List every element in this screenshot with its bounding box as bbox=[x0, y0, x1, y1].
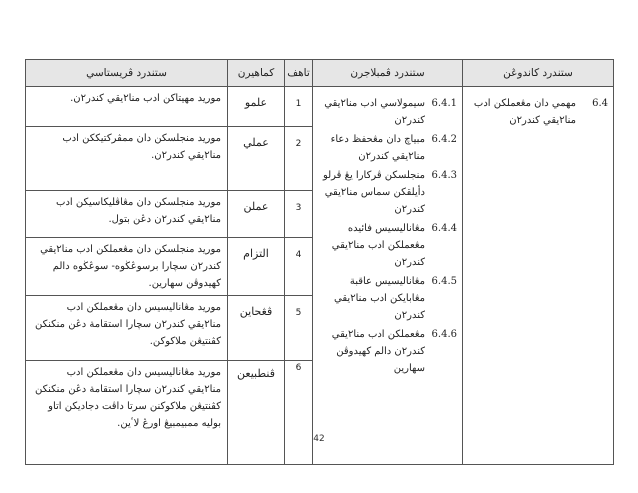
header-standard-kandungan: ستندرد كاندوڠن bbox=[463, 60, 614, 87]
deskriptor-cell: موريد مڠاناليسيس دان مڠعملكن ادب منا٢يقي كندر٢ن سچارا استقامة دڠن منكنكن كڤنتيڠن ملاكوكن. bbox=[26, 296, 228, 361]
header-kemahiran: كماهيرن bbox=[228, 60, 285, 87]
list-item bbox=[318, 131, 457, 165]
tahap-cell: 6 bbox=[285, 361, 313, 465]
standards-table bbox=[25, 59, 614, 465]
pembelajaran-text: مڠعملكن ادب منا٢يقي كندر٢ن دالم كهيدوڤن سهارين bbox=[331, 329, 425, 374]
list-item bbox=[318, 273, 457, 324]
pembelajaran-cell bbox=[313, 87, 463, 465]
kemahiran-cell: التزام bbox=[228, 238, 285, 296]
deskriptor-cell: موريد منجلسكن دان مڠاڤليكاسيكن ادب منا٢يقي كندر٢ن دڠن بتول. bbox=[26, 191, 228, 238]
header-standard-prestasi: ستندرد ڤريستاسي bbox=[26, 60, 228, 87]
pembelajaran-number: 6.4.4 bbox=[431, 223, 457, 234]
deskriptor-cell: موريد مهيتاكن ادب منا٢يقي كندر٢ن. bbox=[26, 87, 228, 127]
header-standard-pembelajaran: ستندرد ڤمبلاجرن bbox=[313, 60, 463, 87]
deskriptor-cell: موريد مڠاناليسيس دان مڠعملكن ادب منا٢يقي كندر٢ن سچارا استقامة دڠن منكنكن كڤنتيڠن ملاكوكنن سرتا داڤت دجاديكن اتاو بوليه ممبيمبيڠ اورڠ لاٴين. bbox=[26, 361, 228, 465]
deskriptor-cell: موريد منجلسكن دان مڠعملكن ادب منا٢يقي كندر٢ن سچارا برسوڠڬوه- سوڠڬوه دالم كهيدوڤن سهارين. bbox=[26, 238, 228, 296]
table-row bbox=[26, 87, 614, 127]
kandungan-number: 6.4 bbox=[592, 98, 608, 109]
header-tahap: تاهف bbox=[285, 60, 313, 87]
list-item bbox=[318, 220, 457, 271]
tahap-cell: 3 bbox=[285, 191, 313, 238]
pembelajaran-number: 6.4.6 bbox=[431, 329, 457, 340]
pembelajaran-text: مڠاناليسيس فائيده مڠعملكن ادب منا٢يقي كندر٢ن bbox=[331, 223, 425, 268]
list-item bbox=[318, 167, 457, 218]
kandungan-cell bbox=[463, 87, 614, 465]
pembelajaran-text: سيمولاسي ادب منا٢يقي كندر٢ن bbox=[324, 98, 425, 126]
kemahiran-cell: ڤڠحاين bbox=[228, 296, 285, 361]
kemahiran-cell: ڤنطبيعن bbox=[228, 361, 285, 465]
pembelajaran-number: 6.4.1 bbox=[431, 98, 457, 109]
kemahiran-cell: عملي bbox=[228, 127, 285, 191]
pembelajaran-number: 6.4.2 bbox=[431, 134, 457, 145]
deskriptor-cell: موريد منجلسكن دان ممڤركتيككن ادب منا٢يقي كندر٢ن. bbox=[26, 127, 228, 191]
kemahiran-cell: عملن bbox=[228, 191, 285, 238]
kemahiran-cell: علمو bbox=[228, 87, 285, 127]
pembelajaran-text: منجلسكن ڤركارا يڠ ڤرلو دأيلقكن سماس منا٢يقي كندر٢ن bbox=[322, 170, 425, 215]
pembelajaran-text: مبياچ دان مڠحفظ دعاء منا٢يقي كندر٢ن bbox=[330, 134, 425, 162]
tahap-cell: 1 bbox=[285, 87, 313, 127]
pembelajaran-text: مڠاناليسيس عاقبة مڠابايكن ادب منا٢يقي كندر٢ن bbox=[334, 276, 425, 321]
list-item bbox=[318, 95, 457, 129]
tahap-cell: 4 bbox=[285, 238, 313, 296]
list-item bbox=[318, 326, 457, 377]
kandungan-text: مهمي دان مڠعملكن ادب منا٢يقي كندر٢ن bbox=[473, 98, 576, 126]
pembelajaran-number: 6.4.3 bbox=[431, 170, 457, 181]
tahap-cell: 5 bbox=[285, 296, 313, 361]
header-row bbox=[26, 60, 614, 87]
pembelajaran-number: 6.4.5 bbox=[431, 276, 457, 287]
page-number: 42 bbox=[313, 434, 325, 444]
tahap-cell: 2 bbox=[285, 127, 313, 191]
